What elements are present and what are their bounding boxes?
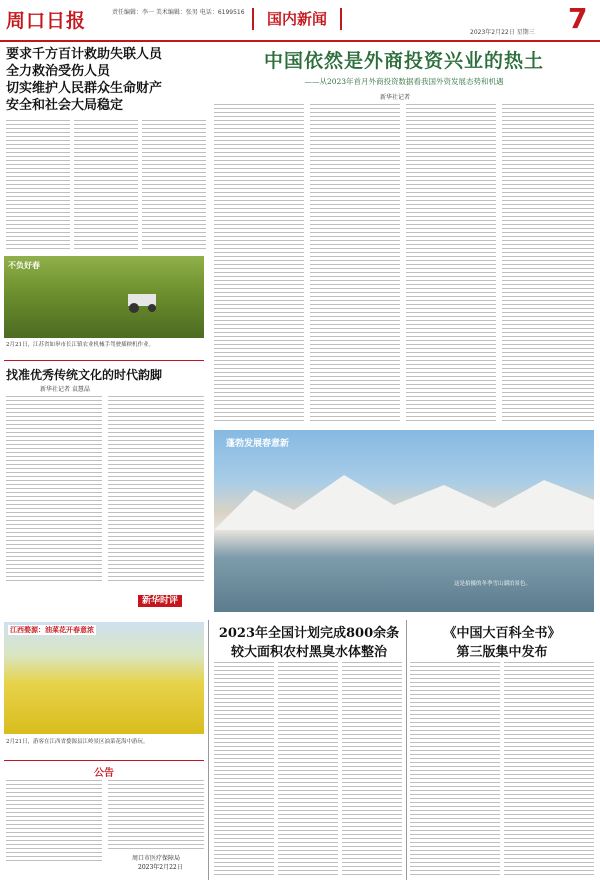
body-text — [504, 662, 594, 876]
left-top-headline — [6, 46, 206, 114]
photo-tag: 不负好春 — [8, 260, 40, 270]
body-text — [6, 780, 102, 864]
photo-tag: 江西婺源：油菜花开春意浓 — [10, 625, 94, 634]
section-title: 国内新闻 — [252, 8, 342, 30]
column-divider — [406, 620, 407, 880]
page-number: 7 — [568, 2, 588, 35]
title-line: 2023年全国计划完成800余条 — [218, 626, 400, 641]
lake-photo-caption: 这是拍摄的冬季雪山湖泊景色。 — [454, 581, 532, 587]
newspaper-logo: 周口日报 — [6, 10, 87, 32]
body-text — [6, 120, 70, 252]
body-text — [108, 780, 204, 850]
editor-line: 责任编辑：李一 美术编辑：张男 电话：6199516 — [112, 9, 245, 16]
title-line: 较大面积农村黑臭水体整治 — [230, 645, 387, 660]
xinhua-label: 新华时评 — [138, 595, 182, 607]
rice-photo-caption: 2月21日，江苏省如皋市长江镇农业机械手驾驶插秧机作业。 — [6, 342, 154, 348]
divider — [4, 760, 204, 761]
body-text — [410, 662, 500, 876]
column-divider — [208, 620, 209, 880]
title-line: 第三版集中发布 — [456, 645, 548, 660]
issue-date: 2023年2月22日 星期三 — [470, 29, 535, 36]
headline-line: 要求千方百计救助失联人员 — [6, 47, 163, 62]
culture-article-title: 找准优秀传统文化的时代韵脚 — [6, 368, 163, 382]
divider — [4, 360, 204, 361]
water-article-title — [214, 622, 404, 660]
body-text — [214, 104, 304, 422]
main-byline: 新华社记者 — [380, 94, 411, 101]
mountain-range-shape — [214, 470, 594, 530]
rice-planting-photo — [4, 256, 204, 338]
body-text — [310, 104, 400, 422]
headline-line: 全力救治受伤人员 — [6, 64, 111, 79]
flower-photo-caption: 2月21日，游客在江西省婺源县江岭景区油菜花海中游玩。 — [6, 739, 149, 745]
main-subheadline: ——从2023年首月外商投资数据看我国外资发展态势和机遇 — [304, 77, 504, 86]
tractor-icon — [124, 288, 164, 314]
snow-lake-photo — [214, 430, 594, 612]
body-text — [108, 396, 204, 582]
body-text — [406, 104, 496, 422]
body-text — [214, 662, 274, 876]
headline-line: 安全和社会大局稳定 — [6, 98, 124, 113]
photo-tag: 蓬勃发展春意新 — [226, 439, 290, 449]
body-text — [342, 662, 402, 876]
encyclopedia-article-title — [410, 622, 594, 660]
notice-title: 公告 — [94, 768, 114, 779]
headline-line: 切实维护人民群众生命财产 — [6, 81, 163, 96]
body-text — [6, 396, 102, 582]
body-text — [142, 120, 206, 252]
notice-signature: 周口市医疗保障局 — [132, 855, 181, 862]
rapeseed-flowers-photo — [4, 622, 204, 734]
notice-date: 2023年2月22日 — [138, 864, 183, 871]
body-text — [278, 662, 338, 876]
body-text — [74, 120, 138, 252]
main-headline: 中国依然是外商投资兴业的热土 — [263, 50, 544, 72]
title-line: 《中国大百科全书》 — [443, 626, 561, 641]
xinhua-commentary-logo — [138, 588, 182, 607]
body-text — [502, 104, 594, 422]
culture-byline: 新华社记者 袁慧晶 — [40, 386, 90, 393]
